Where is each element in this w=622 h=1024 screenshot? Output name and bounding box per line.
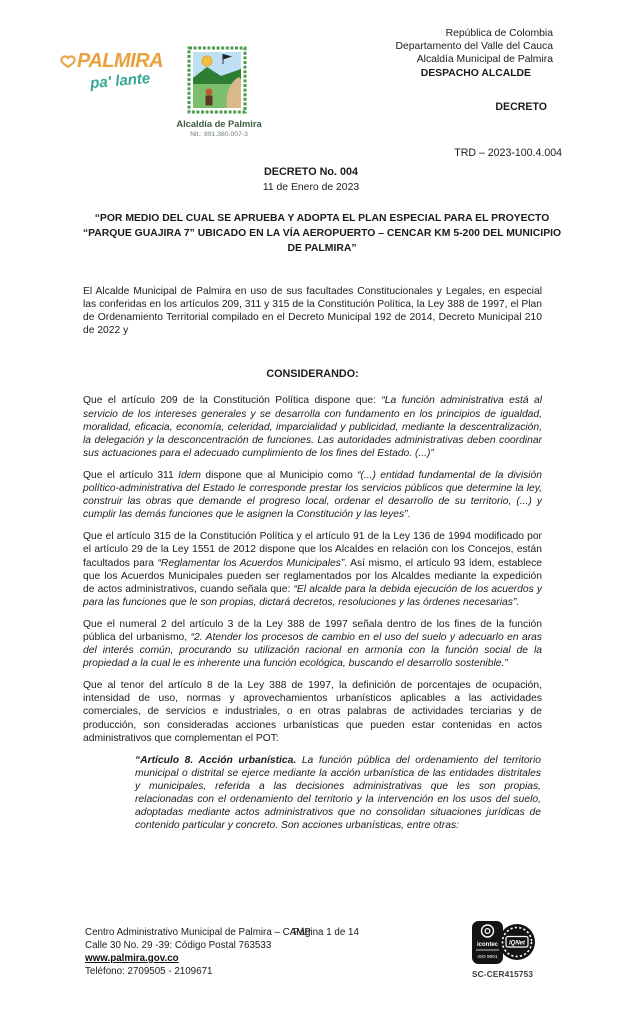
- trd-code: TRD – 2023-100.4.004: [454, 147, 562, 159]
- decree-body: [83, 285, 542, 841]
- brand-name: PALMIRA: [77, 50, 164, 72]
- footer-address-1: Centro Administrativo Municipal de Palmira – CAMP: [85, 927, 311, 938]
- heart-icon: [60, 55, 76, 69]
- header-line-despacho: DESPACHO ALCALDE: [420, 67, 531, 79]
- article-315-paragraph: Que el artículo 315 de la Constitución Política y el artículo 91 de la Ley 136 de 1994 modificado por el artículo 29 de la Ley 1551 de 2012 dispone que los Alcaldes en relación con los Concejos, están facultados para “Reglamentar los Acuerdos Municipales”. Así mismo, el artículo 93 ídem, establece que los Acuerdos Municipales pueden ser reglamentados por los Alcaldes mediante la expedición de actos administrativos, cuando señala que: “El alcalde para la debida ejecución de los acuerdos y para las funciones que le son propias, dictará decretos, resoluciones y las órdenes necesarias”.: [83, 531, 542, 608]
- svg-text:ISO 9001: ISO 9001: [477, 955, 498, 960]
- header-line-alcaldia: Alcaldía Municipal de Palmira: [416, 54, 553, 66]
- decree-title-line-3: DE PALMIRA”: [287, 242, 357, 254]
- law-388-numeral-2-paragraph: Que el numeral 2 del artículo 3 de la Ley 388 de 1997 señala dentro de los fines de la función pública del urbanismo, “2. Atender los procesos de cambio en el uso del suelo y adecuarlo en aras del interés común, procurando su utilización racional en armonía con la función social de la propiedad a la cual le es inherente una función ecológica, buscando el desarrollo sostenible.”: [83, 618, 543, 670]
- palmira-brand-logo: [60, 50, 185, 93]
- header-line-departamento: Departamento del Valle del Cauca: [395, 41, 553, 53]
- cert-code: SC-CER415753: [472, 970, 534, 979]
- crest-nit: Nit.: 891.380.007-3: [190, 131, 248, 138]
- iqnet-badge-wrap: [498, 923, 536, 966]
- considerando-heading: CONSIDERANDO:: [266, 368, 359, 381]
- decree-date: 11 de Enero de 2023: [262, 182, 360, 193]
- article-209-paragraph: Que el artículo 209 de la Constitución Política dispone que: “La función administrativa está al servicio de los intereses generales y se desarrolla con fundamento en los principios de igualdad, moralidad, eficacia, economía, celeridad, imparcialidad y publicidad, mediante la descentralización, la delegación y la desconcentración de funciones. Las autoridades administrativas deben coordinar sus actuaciones para el adecuado cumplimiento de los fines del Estado. (...)”: [83, 395, 542, 459]
- badges-row: [472, 921, 572, 966]
- brand-tagline: pa' lante: [89, 69, 151, 93]
- footer: [85, 926, 445, 978]
- article-8-blockquote: “Artículo 8. Acción urbanística. La función pública del ordenamiento del territorio municipal o distrital se ejerce mediante la acción urbanística de las entidades distritales y municipales, referida a las decisiones administrativas que les son propias, relacionadas con el ordenamiento del territorio y la intervención en los usos del suelo, adoptadas mediante actos administrativos que no consolidan situaciones jurídicas de contenido particular y concreto. Son acciones urbanísticas, entre otras:: [135, 754, 541, 832]
- law-388-article-8-paragraph: Que al tenor del artículo 8 de la Ley 388 de 1997, la definición de porcentajes de ocupación, intensidad de uso, normas y aprovechamientos urbanísticos aplicables a las actividades comerciales, de servicios e industriales, o en otras palabras de actividades terciarias y de producción, son consideradas acciones urbanísticas que pueden estar contenidas en actos administrativos que complementan el POT:: [83, 680, 542, 744]
- svg-text:IQNet: IQNet: [508, 940, 526, 947]
- decree-title: [78, 212, 566, 256]
- header-entity-block: [396, 27, 554, 80]
- doc-type-label: DECRETO: [495, 101, 547, 113]
- footer-address-2: Calle 30 No. 29 -39: Código Postal 763533: [85, 940, 272, 951]
- footer-phone: Teléfono: 2709505 - 2109671: [85, 966, 213, 977]
- page-indicator: Página 1 de 14: [293, 927, 359, 938]
- website-link[interactable]: www.palmira.gov.co: [85, 953, 179, 964]
- decree-title-line-1: “POR MEDIO DEL CUAL SE APRUEBA Y ADOPTA EL PLAN ESPECIAL PARA EL PROYECTO: [94, 213, 550, 224]
- footer-line-1: [85, 926, 445, 939]
- crest-icon: [187, 46, 247, 114]
- article-311-paragraph: Que el artículo 311 Idem dispone que al Municipio como “(...) entidad fundamental de la división político-administrativa del Estado le corresponde prestar los servicios públicos que determine la ley, construir las obras que demande el progreso local, ordenar el desarrollo de su territorio, (...) y cumplir las demás funciones que le asignen la Constitución y las leyes”.: [83, 469, 542, 521]
- city-crest-logo: [187, 46, 247, 119]
- crest-caption: Alcaldía de Palmira: [176, 119, 262, 129]
- certification-badges: [472, 921, 572, 979]
- decree-title-line-2: “PARQUE GUAJIRA 7” UBICADO EN LA VÍA AEROPUERTO – CENCAR KM 5-200 DEL MUNICIPIO: [82, 227, 562, 239]
- header-line-republica: República de Colombia: [445, 28, 553, 39]
- iqnet-badge-icon: [498, 923, 536, 961]
- decree-number: DECRETO No. 004: [264, 166, 358, 178]
- intro-paragraph: El Alcalde Municipal de Palmira en uso de sus facultades Constitucionales y Legales, en especial las conferidas en los artículos 209, 311 y 315 de la Constitución Política, la Ley 388 de 1997, el Plan de Ordenamiento Territorial compilado en el Decreto Municipal 192 de 2014, Decreto Municipal 210 de 2022 y: [83, 286, 542, 337]
- svg-text:icontec: icontec: [476, 942, 499, 948]
